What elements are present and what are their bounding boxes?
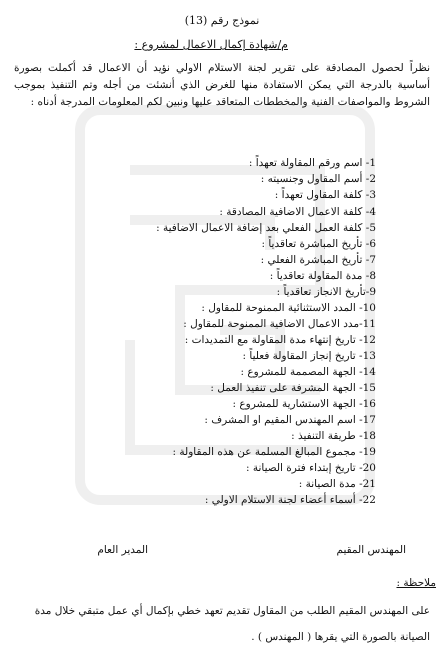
note-text: على المهندس المقيم الطلب من المقاول تقديم تعهد خطي بإكمال أي عمل متبقي خلال مدة الصيانة بالصورة التي يقرها ( المهندس ) . — [34, 605, 430, 643]
form-number-title: نموذج رقم (13) — [184, 14, 260, 27]
list-item: 4- كلفة الاعمال الاضافية المصادقة : — [219, 206, 376, 218]
list-item: 13- تاريخ إنجاز المقاولة فعلياً : — [242, 350, 376, 362]
list-item: 7- تأريخ المباشرة الفعلي : — [260, 254, 376, 266]
list-item: 1- اسم ورقم المقاولة تعهداً : — [248, 157, 376, 169]
list-item: 19- مجموع المبالغ المسلمة عن هذه المقاولة : — [172, 446, 376, 458]
certificate-subject: م/شهادة إكمال الاعمال لمشروع : — [134, 38, 288, 51]
list-item: 5- كلفة العمل الفعلي بعد إضافة الاعمال الاضافية : — [156, 222, 376, 234]
list-item: 17- اسم المهندس المقيم او المشرف : — [204, 414, 376, 426]
intro-paragraph: نظراً لحصول المصادقة على تقرير لجنة الاستلام الاولي نؤيد أن الاعمال قد أكملت بصورة أساسية بالدرجة التي يمكن الاستفادة منها للغرض الذي أنشئت من أجله وتم التنفيذ بموجب الشروط والمواصفات الفنية والمخططات المتعاقد عليها ونبين لكم المعلومات المدرجة أدناه : — [14, 62, 430, 108]
list-item: 3- كلفة المقاول تعهداً : — [274, 189, 376, 201]
list-item: 15- الجهة المشرفة على تنفيذ العمل : — [210, 382, 376, 394]
list-item: 18- طريقة التنفيذ : — [291, 430, 376, 442]
list-item: 6- تأريخ المباشرة تعاقدياً : — [261, 238, 376, 250]
list-item: 20- تاريخ إبتداء فترة الصيانة : — [245, 462, 376, 474]
list-item: 9-تأريخ الانجاز تعاقدياً : — [276, 286, 376, 298]
list-item: 2- أسم المقاول وجنسيته : — [260, 173, 376, 185]
list-item: 22- أسماء أعضاء لجنة الاستلام الاولي : — [204, 494, 376, 506]
list-item: 16- الجهة الاستشارية للمشروع : — [232, 398, 376, 410]
list-item: 14- الجهة المصممة للمشروع : — [240, 366, 376, 378]
list-item: 21- مدة الصيانة : — [298, 478, 376, 490]
list-item: 12- تاريخ إنتهاء مدة المقاولة مع التمديدات : — [184, 334, 376, 346]
list-item: 10- المدد الاستثنائية الممنوحة للمقاول : — [201, 302, 376, 314]
note-heading: ملاحظة : — [396, 577, 436, 589]
resident-engineer-signature: المهندس المقيم — [336, 544, 406, 556]
general-manager-signature: المدير العام — [97, 544, 148, 556]
list-item: 11-مدد الاعمال الاضافية الممنوحة للمقاول : — [183, 318, 376, 330]
list-item: 8- مدة المقاولة تعاقدياً : — [269, 270, 376, 282]
